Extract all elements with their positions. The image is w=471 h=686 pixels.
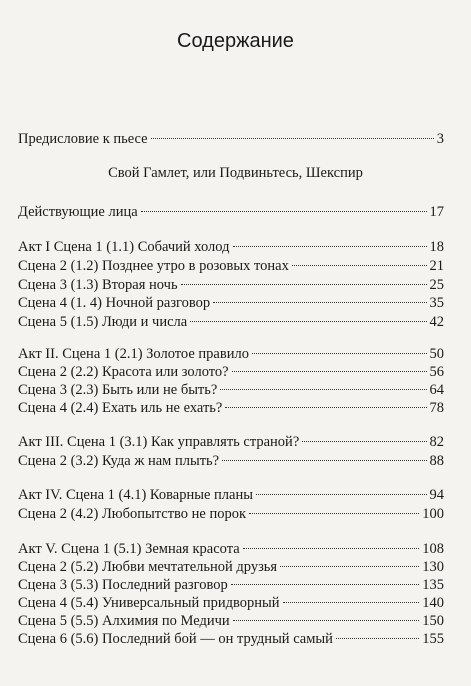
toc-entry-page: 82 [429,434,444,450]
toc-entry [18,612,444,630]
toc-entry [18,433,444,451]
toc-entry-label: Сцена 2 (2.2) Красота или золото? [18,364,229,380]
leader-dots [283,601,420,603]
toc-entry-page: 18 [429,239,444,255]
toc-entry [18,558,444,576]
leader-dots [213,301,426,303]
toc-entry-label: Сцена 2 (3.2) Куда ж нам плыть? [18,453,220,469]
toc-entry-label: Акт III. Сцена 1 (3.1) Как управлять страной? [18,434,300,450]
leader-dots [292,264,427,266]
leader-dots [233,619,420,621]
leader-dots [252,352,427,354]
leader-dots [151,137,434,139]
leader-dots [220,388,426,390]
toc-entry [18,381,444,399]
toc-entry-page: 78 [429,400,444,416]
toc-entry [18,257,444,275]
toc-entry-label: Сцена 3 (1.3) Вторая ночь [18,277,178,293]
toc-entry-label: Предисловие к пьесе [18,131,148,147]
toc-entry [18,540,444,558]
leader-dots [181,283,427,285]
toc-entry-label: Акт I Сцена 1 (1.1) Собачий холод [18,239,230,255]
leader-dots [280,565,419,567]
toc-entry-page: 140 [422,595,444,611]
toc-entry-page: 108 [422,541,444,557]
toc-entry-page: 150 [422,613,444,629]
page-title: Содержание [177,30,294,52]
toc-entry [18,203,444,221]
toc-entry-label: Сцена 2 (5.2) Любви мечтательной друзья [18,559,278,575]
toc-entry-page: 3 [436,131,444,147]
toc-entry-label: Сцена 3 (5.3) Последний разговор [18,577,228,593]
toc-entry [18,452,444,470]
toc-entry-label: Сцена 5 (1.5) Люди и числа [18,314,188,330]
toc-entry-page: 100 [422,506,444,522]
toc-entry [18,505,444,523]
leader-dots [231,583,420,585]
toc-entry-label: Действующие лица [18,204,138,220]
leader-dots [232,370,427,372]
toc-entry-label: Сцена 2 (4.2) Любопытство не порок [18,506,247,522]
toc-entry [18,630,444,648]
toc-entry-label: Акт IV. Сцена 1 (4.1) Коварные планы [18,487,253,503]
toc-entry [18,313,444,331]
toc-entry-page: 21 [429,258,444,274]
leader-dots [190,320,426,322]
toc-entry [18,345,444,363]
toc-entry-page: 35 [429,295,444,311]
toc-entry-page: 130 [422,559,444,575]
toc-entry-page: 50 [429,346,444,362]
toc-entry-page: 42 [429,314,444,330]
toc-entry-page: 94 [429,487,444,503]
toc-entry-page: 155 [422,631,444,647]
toc-entry-label: Сцена 5 (5.5) Алхимия по Медичи [18,613,230,629]
toc-entry-label: Сцена 6 (5.6) Последний бой — он трудный самый [18,631,333,647]
toc-entry-label: Сцена 3 (2.3) Быть или не быть? [18,382,218,398]
toc-entry [18,294,444,312]
leader-dots [141,210,427,212]
leader-dots [302,440,426,442]
toc-entry [18,576,444,594]
toc-entry-label: Сцена 4 (5.4) Универсальный придворный [18,595,280,611]
leader-dots [225,406,426,408]
toc-entry-label: Сцена 4 (1. 4) Ночной разговор [18,295,211,311]
play-subtitle: Свой Гамлет, или Подвиньтесь, Шекспир [108,165,363,181]
leader-dots [222,459,426,461]
toc-entry-label: Сцена 2 (1.2) Позднее утро в розовых тонах [18,258,289,274]
toc-entry-label: Акт II. Сцена 1 (2.1) Золотое правило [18,346,249,362]
toc-entry-page: 56 [429,364,444,380]
leader-dots [233,245,427,247]
toc-entry [18,363,444,381]
toc-entry [18,238,444,256]
toc-entry-label: Акт V. Сцена 1 (5.1) Земная красота [18,541,240,557]
toc-entry-label: Сцена 4 (2.4) Ехать иль не ехать? [18,400,223,416]
leader-dots [256,493,427,495]
toc-entry [18,276,444,294]
toc-entry-page: 88 [429,453,444,469]
toc-entry-page: 25 [429,277,444,293]
toc-entry-page: 17 [429,204,444,220]
toc-entry [18,486,444,504]
toc-entry-page: 135 [422,577,444,593]
leader-dots [336,637,419,639]
leader-dots [249,512,419,514]
toc-entry-page: 64 [429,382,444,398]
toc-entry [18,399,444,417]
leader-dots [243,547,420,549]
toc-entry [18,594,444,612]
toc-entry-preface [18,130,444,148]
